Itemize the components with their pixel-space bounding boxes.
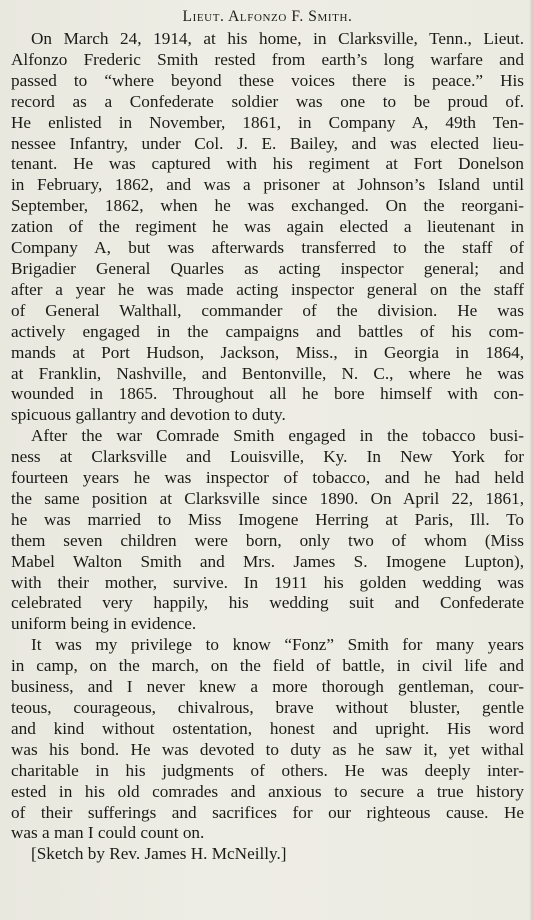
text-line: Brigadier General Quarles as acting inspector general; and: [11, 258, 524, 278]
text-line: passed to “where beyond these voices there is peace.” His: [11, 70, 524, 90]
text-line: record as a Confederate soldier was one to be proud of.: [11, 91, 524, 111]
text-line: wounded in 1865. Throughout all he bore himself with con-: [11, 384, 524, 404]
text-line: he was married to Miss Imogene Herring at Paris, Ill. To: [11, 509, 524, 529]
text-line: Mabel Walton Smith and Mrs. James S. Imogene Lupton),: [11, 551, 524, 571]
text-line: zation of the regiment he was again elected a lieutenant in: [11, 217, 524, 237]
text-line: After the war Comrade Smith engaged in the tobacco busi-: [31, 426, 524, 446]
article-heading: Lieut. Alfonzo F. Smith.: [182, 8, 353, 25]
text-line: He enlisted in November, 1861, in Company A, 49th Ten-: [11, 112, 524, 132]
text-line: ested in his old comrades and anxious to secure a true history: [11, 781, 524, 801]
text-line: in February, 1862, and was a prisoner at Johnson’s Island until: [11, 175, 524, 195]
text-line: On March 24, 1914, at his home, in Clarksville, Tenn., Lieut.: [31, 29, 524, 48]
text-line: Company A, but was afterwards transferred to the staff of: [11, 238, 524, 258]
article-column: [11, 7, 524, 865]
article-paragraph: [11, 635, 524, 844]
text-line: It was my privilege to know “Fonz” Smith for many years: [31, 635, 524, 655]
text-line: them seven children were born, only two of whom (Miss: [11, 530, 524, 550]
text-line: ness at Clarksville and Louisville, Ky. In New York for: [11, 447, 524, 467]
text-line: of their sufferings and sacrifices for our righteous cause. He: [11, 802, 524, 822]
text-line: tenant. He was captured with his regiment at Fort Donelson: [11, 154, 524, 174]
sketch-credit: [Sketch by Rev. James H. McNeilly.]: [31, 844, 287, 864]
text-line: was his bond. He was devoted to duty as he saw it, yet withal: [11, 739, 524, 759]
text-line: and kind without ostentation, honest and upright. His word: [11, 718, 524, 738]
text-line: with their mother, survive. In 1911 his golden wedding was: [11, 572, 524, 592]
text-line: after a year he was made acting inspector general on the staff: [11, 279, 524, 299]
article-body: [11, 29, 524, 844]
text-line: celebrated very happily, his wedding suit and Confederate: [11, 593, 524, 613]
text-line: spicuous gallantry and devotion to duty.: [11, 405, 286, 425]
text-line: charitable in his judgments of others. He was deeply inter-: [11, 760, 524, 780]
text-line: business, and I never knew a more thorough gentleman, cour-: [11, 677, 524, 697]
text-line: teous, courageous, chivalrous, brave without bluster, gentle: [11, 698, 524, 717]
article-paragraph: [11, 426, 524, 635]
text-line: nessee Infantry, under Col. J. E. Bailey, and was elected lieu-: [11, 133, 524, 153]
text-line: Alfonzo Frederic Smith rested from earth’s long warfare and: [11, 49, 524, 69]
text-line: at Franklin, Nashville, and Bentonville, N. C., where he was: [11, 363, 524, 383]
text-line: mands at Port Hudson, Jackson, Miss., in Georgia in 1864,: [11, 342, 524, 362]
page-edge-shadow: [529, 0, 533, 920]
text-line: was a man I could count on.: [11, 823, 205, 843]
article-paragraph: [11, 29, 524, 426]
text-line: actively engaged in the campaigns and battles of his com-: [11, 321, 524, 341]
text-line: fourteen years he was inspector of tobacco, and he had held: [11, 468, 524, 488]
text-line: of General Walthall, commander of the division. He was: [11, 300, 524, 320]
text-line: the same position at Clarksville since 1890. On April 22, 1861,: [11, 488, 524, 508]
text-line: in camp, on the march, on the field of battle, in civil life and: [11, 656, 524, 676]
text-line: September, 1862, when he was exchanged. On the reorgani-: [11, 196, 524, 216]
text-line: uniform being in evidence.: [11, 614, 197, 634]
